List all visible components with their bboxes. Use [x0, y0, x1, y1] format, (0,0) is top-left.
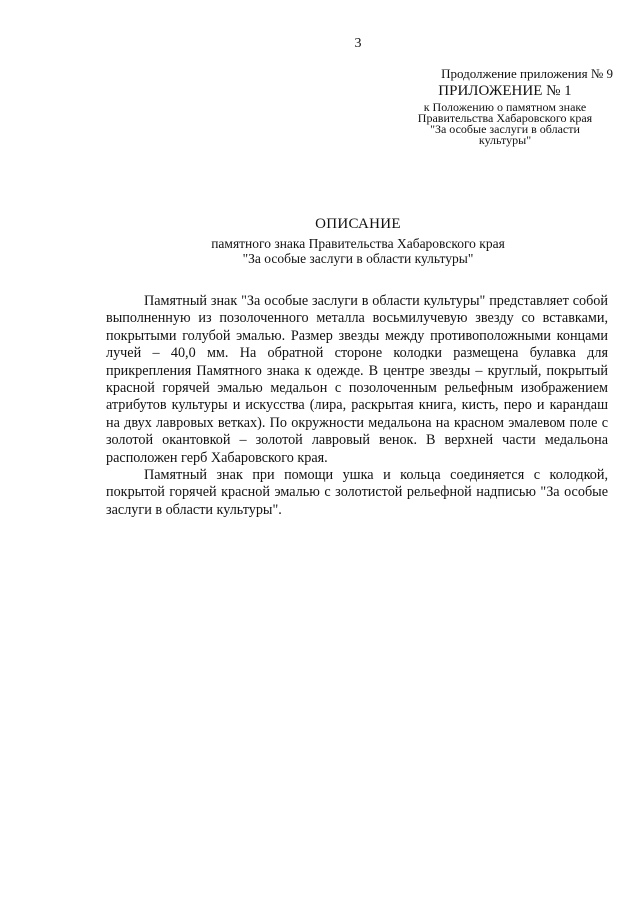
appendix-title: ПРИЛОЖЕНИЕ № 1	[438, 83, 572, 99]
document-subtitle	[0, 236, 640, 266]
appendix-reference-line: культуры"	[478, 133, 532, 147]
body-paragraph: Памятный знак при помощи ушка и кольца соединяется с колодкой, покрытой горячей красной эмалью с золотистой рельефной надписью "За особые заслуги в области культуры".	[106, 467, 608, 518]
appendix-reference-line: "За особые заслуги в области	[430, 122, 580, 136]
appendix-reference-line: Правительства Хабаровского края	[417, 111, 593, 125]
body-paragraph: Памятный знак "За особые заслуги в области культуры" представляет собой выполненную из позолоченного металла восьмилучевую звезду со вставками, покрытыми голубой эмалью. Размер звезды между противоположными концами лучей – 40,0 мм. На обратной стороне колодки размещена булавка для прикрепления Памятного знака к одежде. В центре звезды – круглый, покрытый красной горячей эмалью медальон с позолоченным рельефным изображением атрибутов культуры и искусства (лира, раскрытая книга, кисть, перо и карандаш на двух лавровых ветках). По окружности медальона на красном эмалевом поле с золотой окантовкой – золотой лавровый венок. В верхней части медальона расположен герб Хабаровского края.	[106, 293, 608, 466]
appendix-reference	[400, 102, 610, 146]
document-subtitle-line: "За особые заслуги в области культуры"	[242, 251, 474, 266]
page-number: 3	[354, 36, 362, 51]
continuation-note: Продолжение приложения № 9	[441, 66, 613, 81]
document-subtitle-line: памятного знака Правительства Хабаровского края	[211, 236, 505, 251]
document-title: ОПИСАНИЕ	[315, 216, 401, 232]
appendix-reference-line: к Положению о памятном знаке	[423, 100, 587, 114]
document-body	[106, 293, 608, 519]
